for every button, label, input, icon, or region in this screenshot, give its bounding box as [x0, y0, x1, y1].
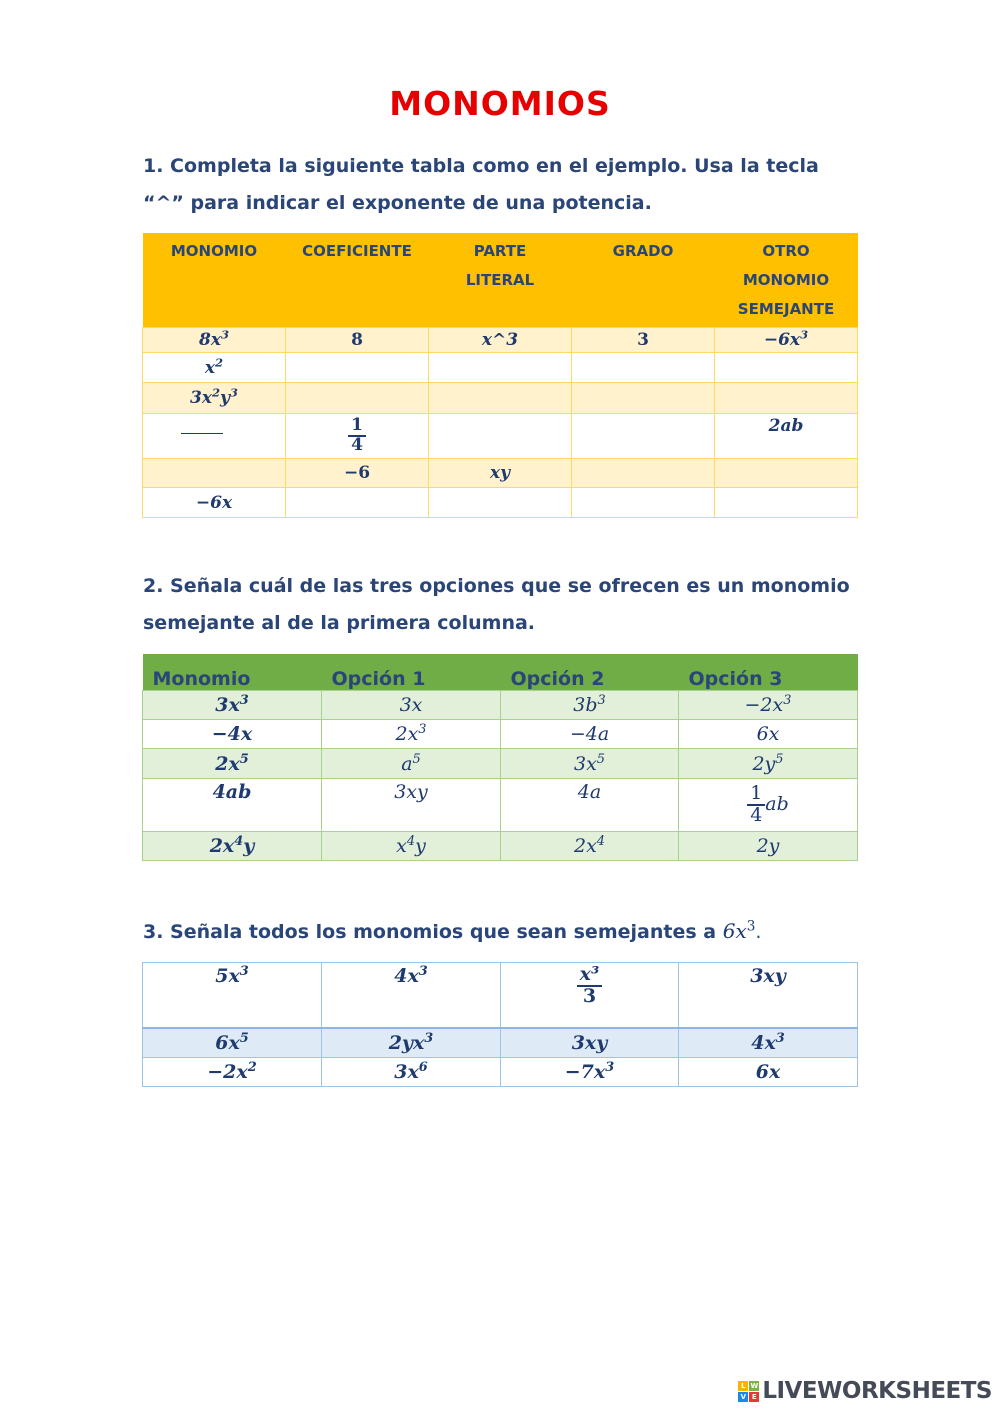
instruction-1-line2: “^” para indicar el exponente de una potencia.: [143, 192, 652, 214]
cell-grado: 3: [572, 328, 715, 353]
monomial-option[interactable]: $4x^3$: [322, 963, 501, 1028]
input-coeficiente[interactable]: [286, 383, 429, 414]
input-grado[interactable]: [572, 414, 715, 459]
header-parte-literal: PARTE LITERAL: [429, 233, 572, 328]
instruction-2-line1: 2. Señala cuál de las tres opciones que se ofrecen es un monomio: [143, 575, 850, 597]
table-row: [143, 328, 858, 353]
option-2[interactable]: $2x^4$: [501, 832, 679, 861]
option-3[interactable]: 6x: [679, 720, 858, 749]
header-monomio: Monomio: [143, 654, 322, 691]
input-grado[interactable]: [572, 383, 715, 414]
cell-coeficiente: [286, 414, 429, 459]
instruction-3-monomial: $6x^3$: [722, 918, 756, 943]
fraction-denominator: 4: [351, 435, 363, 455]
monomial-option[interactable]: $-7x^3$: [501, 1058, 679, 1087]
cell-monomio: $x^2$: [143, 353, 286, 383]
table-row: [143, 691, 858, 720]
option-1[interactable]: $2x^3$: [322, 720, 501, 749]
header-opcion-1: Opción 1: [322, 654, 501, 691]
table-row: [143, 1058, 858, 1087]
fraction-denominator: 3: [582, 984, 597, 1007]
input-parte-literal[interactable]: [429, 383, 572, 414]
table-row: [143, 963, 858, 1028]
table-row: [143, 779, 858, 832]
table-row: [143, 488, 858, 518]
fraction: [348, 417, 366, 455]
header-coeficiente: COEFICIENTE: [286, 233, 429, 328]
option-1[interactable]: 3x: [322, 691, 501, 720]
table-row: [143, 832, 858, 861]
fraction-denominator: 4: [750, 804, 763, 826]
instruction-2: [143, 568, 863, 642]
cell-monomio: 4ab: [143, 779, 322, 832]
blank-line: [181, 432, 223, 434]
table-monomios-completar: [142, 233, 858, 518]
fraction: [747, 784, 765, 826]
cell-coeficiente: −6: [286, 459, 429, 488]
input-coeficiente[interactable]: [286, 353, 429, 383]
option-3[interactable]: $2y^5$: [679, 749, 858, 779]
option-2[interactable]: $3b^3$: [501, 691, 679, 720]
monomial-option[interactable]: 3xy: [679, 963, 858, 1028]
table-header: [143, 654, 858, 691]
input-parte-literal[interactable]: [429, 353, 572, 383]
cell-coeficiente: 8: [286, 328, 429, 353]
table-row: [143, 353, 858, 383]
monomial-option[interactable]: $4x^3$: [679, 1028, 858, 1058]
logo-icon: [738, 1381, 759, 1402]
monomial-option[interactable]: $3x^6$: [322, 1058, 501, 1087]
table-row: [143, 1028, 858, 1058]
instruction-2-line2: semejante al de la primera columna.: [143, 612, 536, 634]
header-otro-monomio: OTRO MONOMIO SEMEJANTE: [715, 233, 858, 328]
header-monomio: MONOMIO: [143, 233, 286, 328]
input-parte-literal[interactable]: [429, 488, 572, 518]
monomial-option[interactable]: [501, 963, 679, 1028]
cell-parte-literal: x^3: [429, 328, 572, 353]
cell-monomio: $8x^3$: [143, 328, 286, 353]
monomial-option[interactable]: $2yx^3$: [322, 1028, 501, 1058]
fraction: [577, 965, 603, 1007]
input-monomio[interactable]: [143, 414, 286, 459]
logo-square-2: W: [750, 1381, 759, 1390]
option-1[interactable]: 3xy: [322, 779, 501, 832]
cell-parte-literal: xy: [429, 459, 572, 488]
cell-semejante: $-6x^3$: [715, 328, 858, 353]
logo-square-4: E: [749, 1392, 759, 1402]
liveworksheets-logo: [738, 1377, 992, 1405]
cell-monomio: $3x^3$: [143, 691, 322, 720]
header-grado: GRADO: [572, 233, 715, 328]
input-grado[interactable]: [572, 353, 715, 383]
monomial-option[interactable]: 6x: [679, 1058, 858, 1087]
input-monomio[interactable]: [143, 459, 286, 488]
logo-square-1: L: [738, 1381, 748, 1391]
cell-monomio: −6x: [143, 488, 286, 518]
monomial-option[interactable]: $-2x^2$: [143, 1058, 322, 1087]
input-semejante[interactable]: [715, 353, 858, 383]
logo-square-3: V: [738, 1392, 748, 1402]
monomial-option[interactable]: 3xy: [501, 1028, 679, 1058]
option-3[interactable]: $-2x^3$: [679, 691, 858, 720]
table-row: [143, 459, 858, 488]
cell-semejante: 2ab: [715, 414, 858, 459]
instruction-1-line1: 1. Completa la siguiente tabla como en el ejemplo. Usa la tecla: [143, 155, 819, 177]
table-row: [143, 414, 858, 459]
page-title: MONOMIOS: [389, 84, 611, 123]
instruction-1: [143, 148, 863, 222]
table-opciones: [142, 654, 858, 861]
option-3[interactable]: 2y: [679, 832, 858, 861]
input-semejante[interactable]: [715, 383, 858, 414]
input-grado[interactable]: [572, 459, 715, 488]
cell-monomio: $3x^2y^3$: [143, 383, 286, 414]
option-2[interactable]: −4a: [501, 720, 679, 749]
input-coeficiente[interactable]: [286, 488, 429, 518]
cell-monomio: −4x: [143, 720, 322, 749]
table-row: [143, 383, 858, 414]
table-row: [143, 749, 858, 779]
option-2[interactable]: 4a: [501, 779, 679, 832]
option-1[interactable]: $x^4y$: [322, 832, 501, 861]
input-grado[interactable]: [572, 488, 715, 518]
header-opcion-3: Opción 3: [679, 654, 858, 691]
input-semejante[interactable]: [715, 459, 858, 488]
instruction-3: 3. Señala todos los monomios que sean semejantes a $6x^3$.: [143, 918, 762, 943]
fraction-numerator: x³: [577, 965, 603, 987]
input-semejante[interactable]: [715, 488, 858, 518]
cell-monomio: $2x^5$: [143, 749, 322, 779]
monomial-option[interactable]: $5x^3$: [143, 963, 322, 1028]
option-2[interactable]: $3x^5$: [501, 749, 679, 779]
table-header: [143, 233, 858, 328]
option-3[interactable]: $\frac{1}{4}$ ab: [679, 779, 858, 832]
fraction-numerator: 1: [747, 784, 765, 806]
fraction-numerator: 1: [348, 417, 366, 437]
monomial-option[interactable]: $6x^5$: [143, 1028, 322, 1058]
header-opcion-2: Opción 2: [501, 654, 679, 691]
table-semejantes: [142, 962, 858, 1087]
input-parte-literal[interactable]: [429, 414, 572, 459]
logo-text: LIVEWORKSHEETS: [762, 1378, 992, 1404]
instruction-3-text: 3. Señala todos los monomios que sean semejantes a: [143, 921, 717, 943]
cell-monomio: $2x^4y$: [143, 832, 322, 861]
table-row: [143, 720, 858, 749]
option-1[interactable]: $a^5$: [322, 749, 501, 779]
